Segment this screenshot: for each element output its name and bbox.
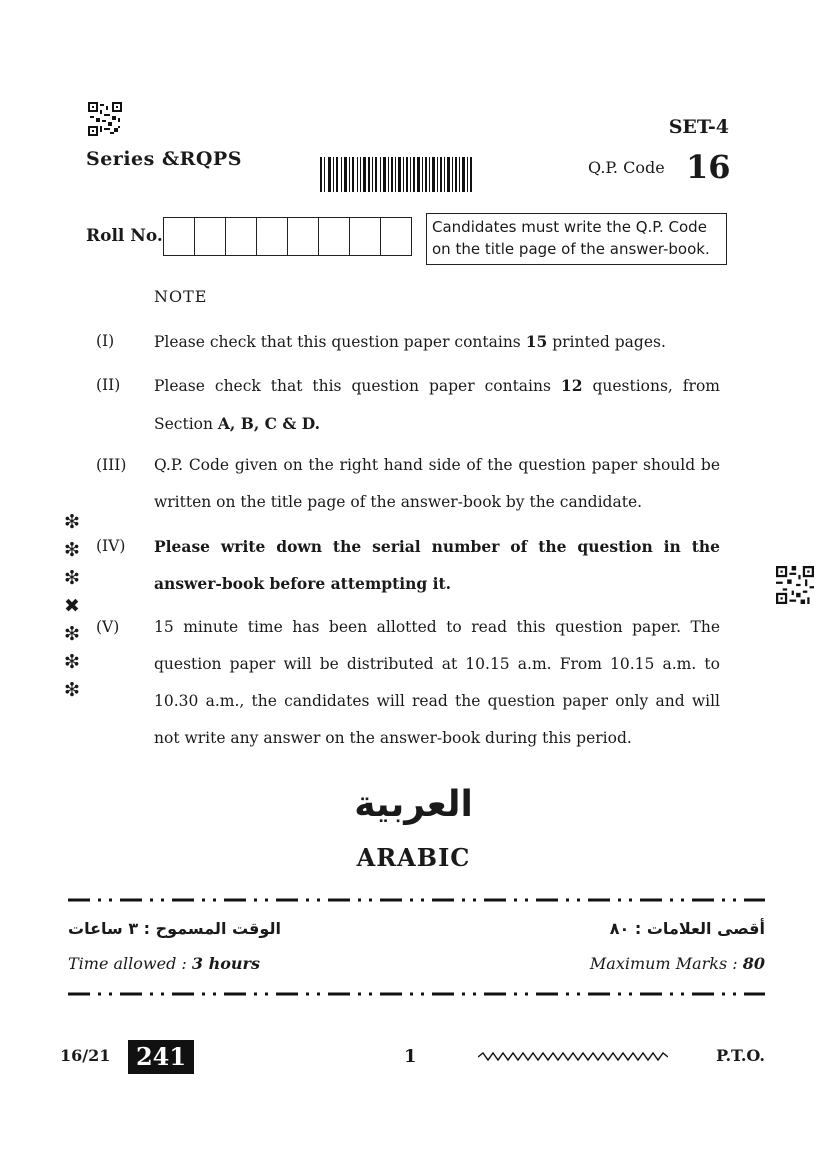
note-item-number: (IV): [96, 537, 126, 555]
note-item: [96, 609, 720, 757]
snowflake-icon: ❇: [64, 539, 80, 561]
note-item: [96, 447, 720, 521]
note-heading: NOTE: [154, 287, 208, 306]
snowflake-icon: ❇: [64, 623, 80, 645]
roll-no-box[interactable]: [226, 218, 257, 255]
roll-no-box[interactable]: [319, 218, 350, 255]
subject-title: ARABIC: [356, 843, 471, 872]
snowflake-icon: ❇: [64, 567, 80, 589]
qp-code-label: Q.P. Code: [588, 158, 665, 177]
note-item-text: Please check that this question paper contains 12 questions, from Section A, B, C & D.: [154, 376, 720, 433]
time-allowed: Time allowed : 3 hours: [68, 954, 260, 973]
maximum-marks-arabic: أقصى العلامات : ٨٠: [609, 919, 765, 938]
wavy-line-icon: [478, 1050, 668, 1064]
footer-number-box: 241: [128, 1040, 194, 1074]
roll-no-box[interactable]: [288, 218, 319, 255]
roll-no-box[interactable]: [164, 218, 195, 255]
snowflake-icon: ❇: [64, 679, 80, 701]
time-allowed-arabic: الوقت المسموح : ٣ ساعات: [68, 919, 281, 938]
note-item: [96, 323, 720, 360]
dash-dot-divider: [68, 898, 765, 902]
series-label: Series &RQPS: [86, 148, 242, 170]
dash-dot-divider: [68, 992, 765, 996]
snowflake-icon: ❇: [64, 511, 80, 533]
candidate-notice-line: Candidates must write the Q.P. Code: [432, 218, 707, 236]
qp-code-value: 16: [686, 148, 731, 186]
page-number: 1: [404, 1046, 417, 1067]
note-item: [96, 367, 720, 441]
candidate-notice-line: on the title page of the answer-book.: [432, 240, 710, 258]
note-item-number: (II): [96, 376, 121, 394]
side-security-marks: [62, 508, 82, 704]
roll-no-box[interactable]: [381, 218, 411, 255]
note-item-text: 15 minute time has been allotted to read this question paper. The question paper will be distributed at 10.15 a.m. From 10.15 a.m. to 10.30 a.m., the candidates will read the question paper only and will not write any answer on the answer-book during this period.: [154, 618, 720, 747]
note-item-text: Please check that this question paper contains 15 printed pages.: [154, 332, 666, 351]
cross-icon: ✖: [64, 595, 80, 617]
pto-label: P.T.O.: [716, 1046, 765, 1065]
footer-code: 16/21: [60, 1046, 111, 1065]
note-item-text: Please write down the serial number of the question in the answer-book before attempting it.: [154, 537, 720, 593]
roll-no-boxes[interactable]: [163, 217, 412, 256]
arabic-subject-title: العربية: [354, 784, 473, 825]
candidate-notice-box: [426, 213, 727, 265]
roll-no-box[interactable]: [257, 218, 288, 255]
set-label: SET-4: [668, 116, 729, 138]
note-item-number: (I): [96, 332, 115, 350]
note-item-text: Q.P. Code given on the right hand side of the question paper should be written on the title page of the answer-book by the candidate.: [154, 456, 720, 511]
qr-code-icon: [88, 102, 122, 136]
barcode-icon: [320, 157, 472, 192]
roll-no-box[interactable]: [350, 218, 381, 255]
qr-code-icon: [776, 566, 814, 604]
maximum-marks: Maximum Marks : 80: [589, 954, 765, 973]
note-item: [96, 528, 720, 602]
roll-no-box[interactable]: [195, 218, 226, 255]
note-item-number: (III): [96, 456, 127, 474]
note-item-number: (V): [96, 618, 120, 636]
roll-no-label: Roll No.: [86, 226, 163, 246]
snowflake-icon: ❇: [64, 651, 80, 673]
